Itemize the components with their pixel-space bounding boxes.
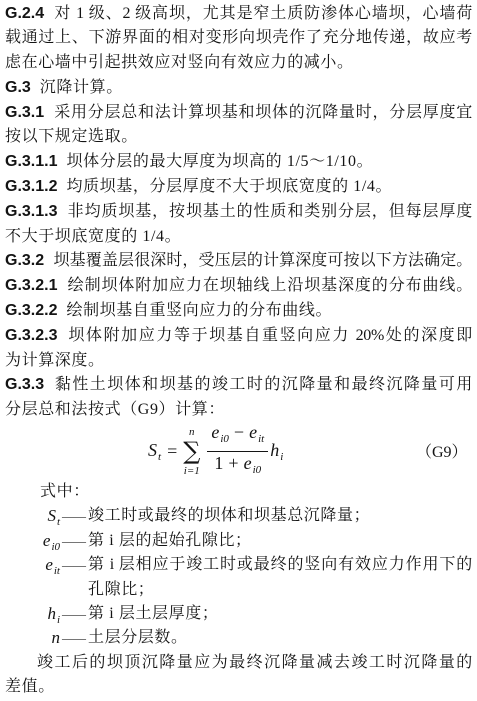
- section-number: G.3.2.3: [5, 326, 58, 344]
- section-number: G.3.1.3: [5, 202, 58, 220]
- formula-lhs-subscript: t: [158, 451, 162, 464]
- section-number: G.3.2: [5, 252, 45, 270]
- definition-text: 第 i 层的起始孔隙比；: [88, 531, 252, 549]
- formula-g9: [0, 423, 477, 480]
- section-number: G.3.2.1: [5, 277, 58, 295]
- definition-row: [0, 602, 477, 626]
- numerator-operator: −: [233, 422, 245, 443]
- where-line: [0, 480, 477, 504]
- denominator-operator: +: [228, 453, 239, 474]
- definition-symbol: [0, 626, 60, 650]
- denominator-term-b-subscript: i0: [252, 464, 262, 477]
- symbol-subscript: i0: [51, 540, 60, 553]
- text-line: [5, 324, 472, 349]
- line-text: 采用分层总和法计算坝基和坝体的沉降量时，分层厚度宜: [53, 103, 472, 121]
- factor-symbol: h: [270, 440, 280, 461]
- summation-upper-limit: n: [189, 426, 195, 439]
- line-text: 均质坝基，分层厚度不大于坝底宽度的 1/4。: [66, 178, 393, 196]
- symbol-base: e: [42, 530, 51, 550]
- numerator-term-b: e: [249, 422, 258, 443]
- definition-continuation: 孔隙比；: [88, 580, 155, 598]
- line-text: 分层总和法按式（G9）计算：: [5, 401, 225, 419]
- formula-summation: [183, 426, 200, 477]
- closing-text: 竣工后的坝顶沉降量应为最终沉降量减去竣工时沉降量的: [37, 653, 472, 671]
- formula-lhs-symbol: S: [148, 440, 157, 461]
- symbol-base: e: [45, 555, 53, 575]
- section-number: G.3.2.2: [5, 302, 58, 320]
- line-text: 载通过上、下游界面的相对变形向坝壳作了充分地传递，故应考: [5, 29, 472, 47]
- section-number: G.3.1.2: [5, 178, 58, 196]
- text-line: [5, 274, 472, 299]
- definition-text: 竣工时或最终的坝体和坝基总沉降量；: [88, 507, 371, 525]
- text-line: [5, 349, 472, 374]
- symbol-base: h: [47, 604, 56, 623]
- line-text: 绘制坝基自重竖向应力的分布曲线。: [66, 302, 333, 320]
- numerator-term-a-subscript: i0: [220, 433, 229, 446]
- definition-row: [0, 504, 477, 528]
- definition-text: 土层分层数。: [88, 629, 188, 647]
- fraction-numerator: [207, 422, 268, 452]
- summation-symbol: ∑: [183, 437, 201, 466]
- symbol-subscript: it: [53, 565, 60, 578]
- definition-text: 第 i 层土层厚度；: [88, 605, 219, 622]
- section-number: G.2.4: [5, 4, 45, 22]
- line-text: 按以下规定选取。: [5, 128, 138, 146]
- line-text: 绘制坝体附加应力在坝轴线上沿坝基深度的分布曲线。: [66, 277, 472, 295]
- line-text: 非均质坝基，按坝基土的性质和类别分层，但每层厚度: [66, 202, 472, 220]
- fraction-denominator: [214, 452, 261, 481]
- formula-label: （G9）: [416, 444, 468, 462]
- formula-factor: [270, 440, 283, 463]
- symbol-base: S: [47, 506, 56, 526]
- section-number: G.3: [5, 78, 31, 96]
- section-heading: [5, 76, 472, 101]
- denominator-term-a: 1: [214, 453, 224, 474]
- text-line: [5, 125, 472, 150]
- text-line: [5, 51, 472, 76]
- numerator-term-b-subscript: it: [258, 433, 265, 446]
- text-line: [5, 2, 472, 27]
- definition-row: [0, 529, 477, 553]
- formula-lhs: [148, 440, 161, 463]
- formula-fraction: [207, 422, 268, 481]
- text-line: [5, 373, 472, 398]
- text-line: [5, 26, 472, 51]
- line-text: 对 1 级、2 级高坝，尤其是窄土质防渗体心墙坝，心墙荷: [53, 4, 472, 22]
- denominator-term-b: e: [243, 453, 252, 474]
- line-text: 坝基覆盖层很深时，受压层的计算深度可按以下方法确定。: [53, 252, 472, 270]
- definition-dash: ——: [62, 631, 86, 646]
- formula-equals: =: [167, 441, 178, 462]
- symbol-base: n: [51, 628, 60, 648]
- summation-lower-limit: i=1: [183, 465, 200, 478]
- text-line: [5, 299, 472, 324]
- definition-row: [0, 553, 477, 577]
- section-number: G.3.1: [5, 103, 45, 121]
- definition-dash: ——: [62, 533, 86, 548]
- symbol-subscript: i: [56, 614, 60, 626]
- line-text: 为计算深度。: [5, 351, 105, 369]
- line-text: 坝体附加应力等于坝基自重竖向应力 20%处的深度即: [66, 326, 472, 344]
- factor-subscript: i: [280, 451, 284, 464]
- symbol-subscript: t: [56, 516, 60, 529]
- line-text: 坝体分层的最大厚度为坝高的 1/5～1/10。: [66, 153, 374, 171]
- text-line: [5, 101, 472, 126]
- section-number: G.3.1.1: [5, 153, 58, 171]
- text-line: [0, 651, 477, 675]
- where-label: 式中：: [40, 483, 90, 501]
- definition-continuation-row: [0, 578, 477, 602]
- definition-row: [0, 626, 477, 650]
- closing-text: 差值。: [5, 678, 55, 696]
- line-text: 黏性土坝体和坝基的竣工时的沉降量和最终沉降量可用: [53, 376, 472, 394]
- line-text: 不大于坝底宽度的 1/4。: [5, 227, 182, 245]
- text-line: [5, 150, 472, 175]
- formula-expression: [148, 423, 283, 480]
- definition-dash: ——: [62, 558, 86, 573]
- text-line: [0, 675, 477, 699]
- section-title: 沉降计算。: [39, 78, 123, 96]
- numerator-term-a: e: [211, 422, 220, 443]
- text-line: [5, 200, 472, 225]
- text-line: [5, 398, 472, 423]
- text-line: [5, 175, 472, 200]
- section-number: G.3.3: [5, 376, 45, 394]
- text-line: [5, 249, 472, 274]
- definition-text: 第 i 层相应于竣工时或最终的竖向有效应力作用下的: [88, 556, 472, 574]
- definition-dash: ——: [62, 509, 86, 524]
- text-line: [5, 225, 472, 250]
- line-text: 虑在心墙中引起拱效应对竖向有效应力的减小。: [5, 54, 354, 72]
- definition-dash: ——: [62, 607, 86, 621]
